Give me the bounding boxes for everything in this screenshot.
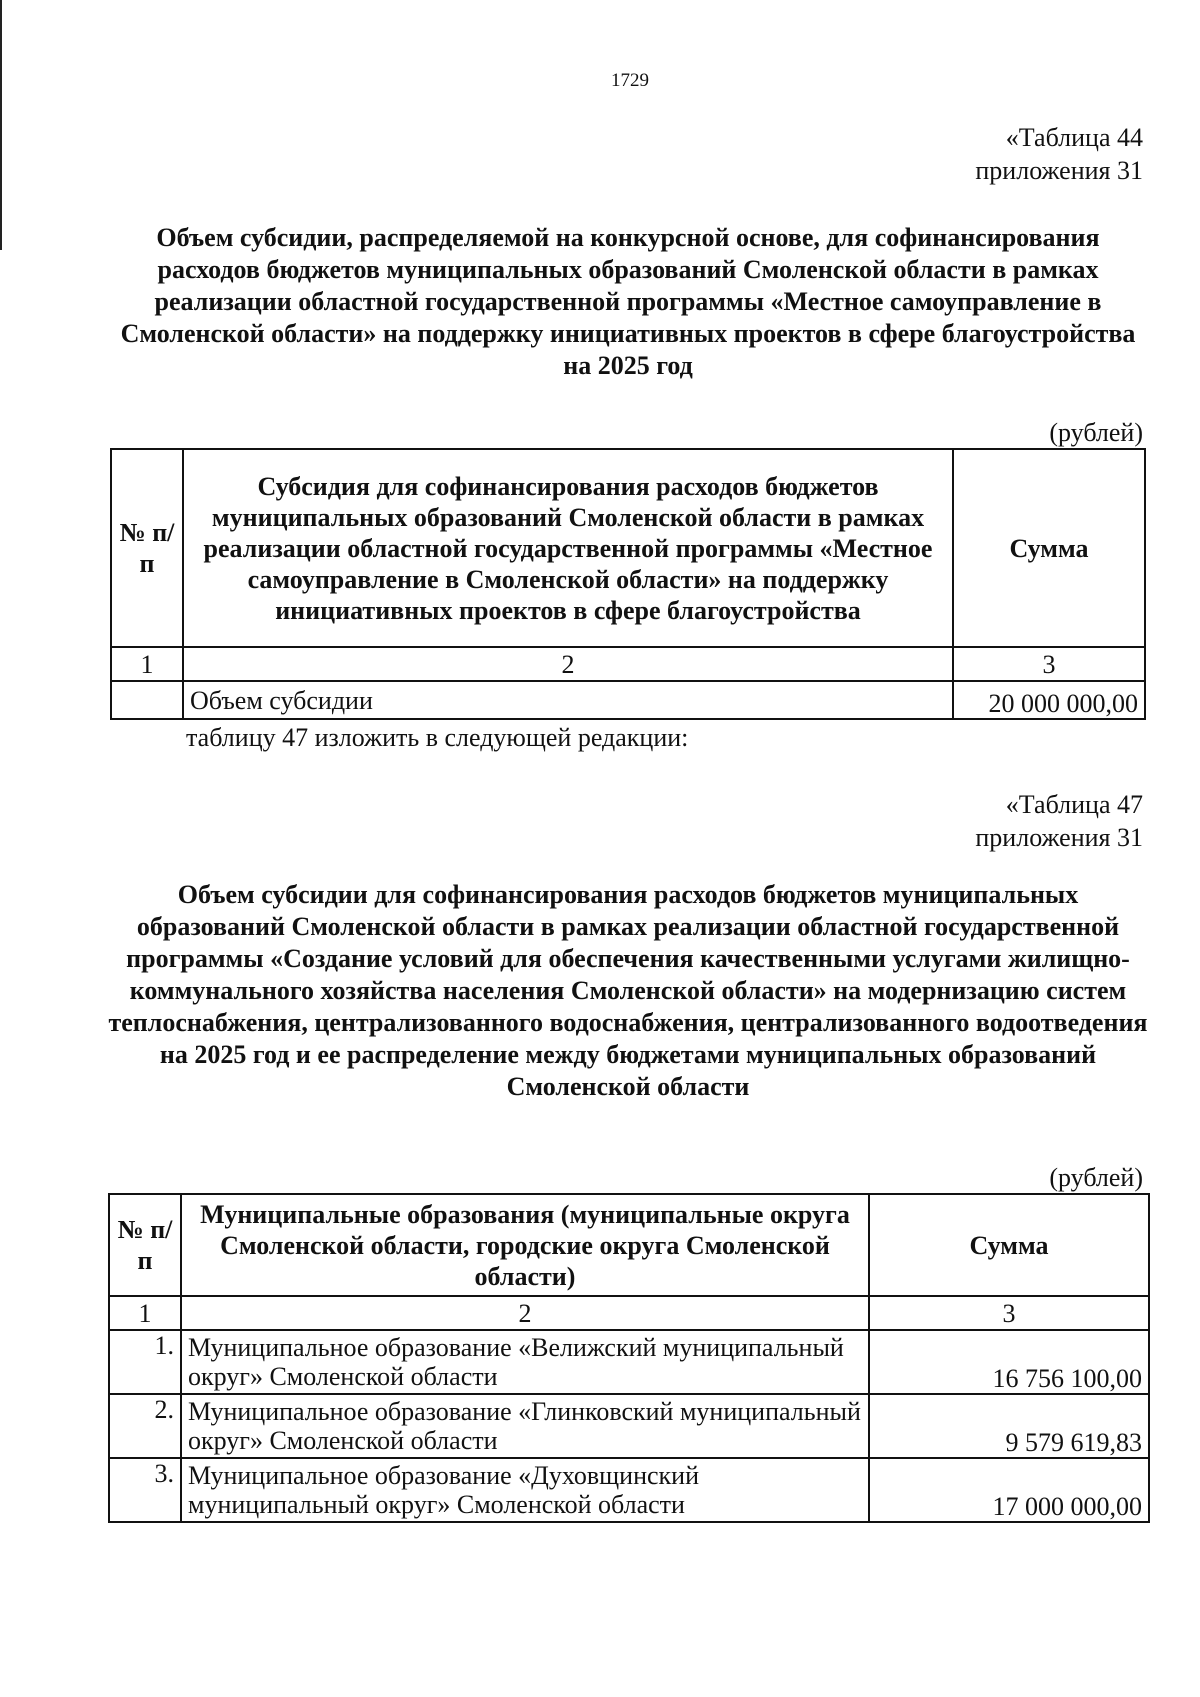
table47-row3-sum: 17 000 000,00 [869,1458,1149,1522]
table44-column-numbers [111,647,1145,681]
table47-row2-name: Муниципальное образование «Глинковский муниципальный округ» Смоленской области [181,1394,869,1458]
table44-row-num [111,681,183,719]
table44-title: Объем субсидии, распределяемой на конкурсной основе, для софинансирования расходов бюджетов муниципальных образований Смоленской области в рамках реализации областной государственной программы «Местное самоуправление в Смоленской области» на поддержку инициативных проектов в сфере благоустройства на 2025 год [120,223,1136,380]
table47-row3-name: Муниципальное образование «Духовщинский муниципальный округ» Смоленской области [181,1458,869,1522]
table47-row2-num: 2. [109,1394,181,1458]
table47-title: Объем субсидии для софинансирования расходов бюджетов муниципальных образований Смоленской области в рамках реализации областной государственной программы «Создание условий для обеспечения качественными услугами жилищно-коммунального хозяйства населения Смоленской области» на модернизацию систем теплоснабжения, централизованного водоснабжения, централизованного водоотведения на 2025 год и ее распределение между бюджетами муниципальных образований Смоленской области [108,880,1148,1101]
table47-row1-num: 1. [109,1330,181,1394]
table44-ref-line2: приложения 31 [975,156,1143,185]
table47-header-sum: Сумма [869,1194,1149,1296]
table44-ref-line1: «Таблица 44 [1005,123,1143,152]
instruction-note: таблицу 47 изложить в следующей редакции: [186,723,689,752]
table47-header-row [109,1194,1149,1296]
table44-reference [975,121,1143,187]
table47-header-name: Муниципальные образования (муниципальные округа Смоленской области, городские округа Смоленской области) [181,1194,869,1296]
table-row [109,1330,1149,1394]
table47 [108,1193,1150,1523]
table47-colnum-2: 2 [181,1296,869,1330]
table44-row-sum: 20 000 000,00 [953,681,1145,719]
table47-row1-sum: 16 756 100,00 [869,1330,1149,1394]
table47-row2-sum: 9 579 619,83 [869,1394,1149,1458]
page-number: 1729 [611,70,649,91]
table47-ref-line1: «Таблица 47 [1005,790,1143,819]
table-row [109,1458,1149,1522]
table47-ref-line2: приложения 31 [975,823,1143,852]
table47-header-num: № п/п [109,1194,181,1296]
table44-header-sum: Сумма [953,449,1145,647]
table44-header-row [111,449,1145,647]
table44-unit: (рублей) [1049,418,1143,447]
table44-colnum-3: 3 [953,647,1145,681]
table44 [110,448,1146,720]
table47-colnum-3: 3 [869,1296,1149,1330]
table47-reference [975,788,1143,854]
table47-unit: (рублей) [1049,1163,1143,1192]
table44-colnum-2: 2 [183,647,953,681]
table47-row3-num: 3. [109,1458,181,1522]
table47-colnum-1: 1 [109,1296,181,1330]
table-row [109,1394,1149,1458]
table-row [111,681,1145,719]
table44-row-name: Объем субсидии [183,681,953,719]
table47-row1-name: Муниципальное образование «Велижский муниципальный округ» Смоленской области [181,1330,869,1394]
table47-column-numbers [109,1296,1149,1330]
table44-header-name: Субсидия для софинансирования расходов бюджетов муниципальных образований Смоленской области в рамках реализации областной государственной программы «Местное самоуправление в Смоленской области» на поддержку инициативных проектов в сфере благоустройства [183,449,953,647]
table44-colnum-1: 1 [111,647,183,681]
table44-header-num: № п/п [111,449,183,647]
scan-edge-mark [0,0,2,250]
